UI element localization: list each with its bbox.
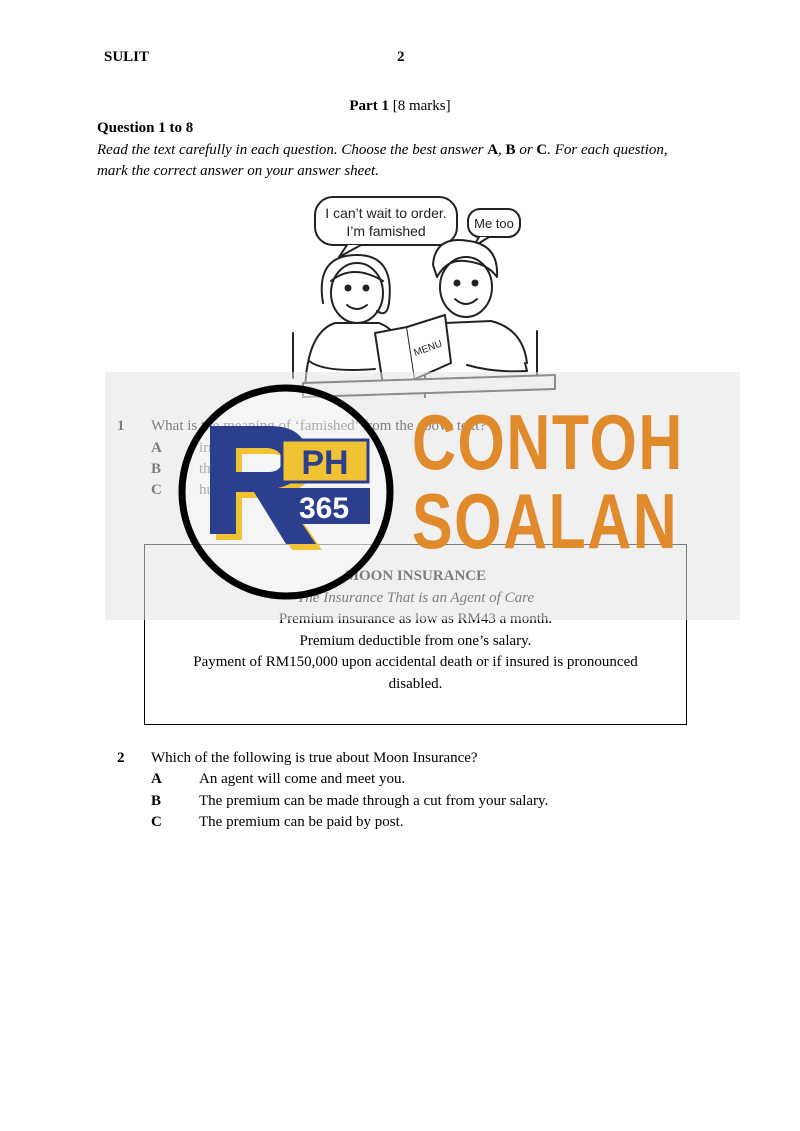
instr-or: or	[515, 142, 537, 158]
q2-option-c-letter: C	[151, 814, 162, 830]
q2-option-b-text: The premium can be made through a cut from your salary.	[199, 793, 549, 809]
page-number: 2	[397, 49, 405, 65]
bubble-left-line2: I’m famished	[346, 223, 426, 239]
instr-post: . For each question, mark the correct answer on your answer sheet.	[97, 142, 668, 179]
notice-line-payment: Payment of RM150,000 upon accidental death or if insured is pronounced	[193, 654, 638, 670]
instructions	[97, 140, 677, 182]
q2-option-a-letter: A	[151, 771, 162, 787]
header-sulit: SULIT	[104, 49, 150, 65]
rph365-logo-icon	[178, 384, 394, 600]
q2-number: 2	[117, 750, 125, 766]
menu-text: MENU	[412, 338, 444, 359]
notice-line-disabled: disabled.	[388, 675, 443, 692]
instr-sep: ,	[498, 142, 506, 158]
q2-option-a-text: An agent will come and meet you.	[199, 771, 406, 787]
logo-ph-text: PH	[301, 444, 349, 482]
notice-line-deductible: Premium deductible from one’s salary.	[299, 632, 532, 649]
q2-option-c-text: The premium can be paid by post.	[199, 814, 404, 830]
q2-option-b-letter: B	[151, 793, 162, 809]
part-label: Part 1	[349, 98, 389, 114]
part-marks: [8 marks]	[392, 98, 451, 114]
part-heading	[0, 98, 800, 115]
bubble-right-text: Me too	[474, 216, 514, 231]
q2-stem: Which of the following is true about Moon Insurance?	[151, 750, 478, 766]
instr-b: B	[505, 142, 516, 158]
restaurant-illustration	[265, 193, 570, 398]
bubble-left-line1: I can’t wait to order.	[325, 205, 447, 221]
questions-range: Question 1 to 8	[97, 120, 194, 136]
instr-c: C	[536, 142, 548, 158]
watermark-soalan: SOALAN	[412, 477, 679, 565]
watermark-contoh: CONTOH	[412, 398, 684, 486]
instr-pre: Read the text carefully in each question. Choose the best answer	[97, 142, 488, 158]
instr-a: A	[487, 142, 499, 158]
logo-365-text: 365	[298, 492, 350, 525]
